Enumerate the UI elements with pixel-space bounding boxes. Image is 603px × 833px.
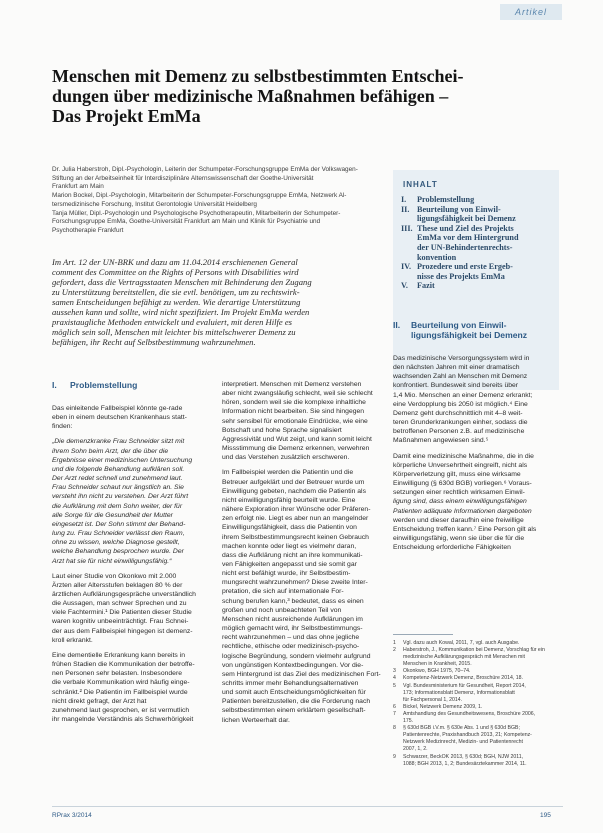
- footnote: [393, 725, 563, 753]
- text-line: pretation, die sich auf internationale For-: [222, 588, 344, 596]
- text-line: nen Personen sehr belasten. Insbesondere: [52, 670, 182, 678]
- footnote-text: Vgl. dazu auch Kowal, 2011, 7, vgl. auch Ausgabe.: [403, 640, 520, 646]
- text-line: sem Hintergrund ist das Ziel des medizinischen Fort-: [222, 670, 381, 678]
- text-line: schränkt.² Die Patientin im Fallbeispiel wurde: [52, 688, 188, 696]
- quote-line: eingesetzt ist. Der Sohn stimmt der Behand-: [52, 520, 186, 528]
- toc-number: I.: [401, 195, 407, 204]
- text-line: viele Fachtermini.¹ Die Patienten dieser Studie: [52, 609, 192, 617]
- toc-label: der UN-Behindertenrechts-: [417, 242, 513, 252]
- text-line: nicht erst befähigt wurde, ihr Selbstbestim-: [222, 570, 351, 578]
- text-line: die Aussagen, man schwer Sprechen und zu: [52, 600, 187, 608]
- footnote-text: 175.: [403, 718, 414, 725]
- quote-line: Arzt hat sie für nicht einwilligungsfähig.“: [52, 557, 172, 565]
- text-line: Ärzten aller Altersstufen beklagen 80 % der: [52, 581, 183, 589]
- text-line: Menschen nicht ausreichende Aufklärungen im: [222, 615, 363, 623]
- title-line: dungen über medizinische Maßnahmen befähigen –: [52, 86, 449, 106]
- quote-line: Frau Schneider schaut nur ängstlich an. Sie: [52, 484, 184, 492]
- quote-line: ihrem Sohn beim Arzt, der die über die: [52, 447, 169, 455]
- section-tag: Artikel: [500, 4, 562, 20]
- text-line: einwilligungsfähig, wenn sie über die für die: [393, 534, 525, 542]
- footnote-text: Okonkwo, BGH 1975, 70–74.: [403, 668, 471, 675]
- text-line: zunehmend laut gesprochen, er ist vermutlich: [52, 706, 190, 714]
- lead-line: zu Unterstützung bereitstellen, die sie evtl. benötigen, um zu rechtswirk-: [52, 287, 300, 297]
- footnote: [393, 668, 563, 675]
- lead-line: möglich sein soll, Menschen mit leichter bis mittelschwerer Demenz zu: [52, 327, 296, 337]
- footnote-text: 2007, 1, 2.: [403, 746, 428, 753]
- quote-line: lung zu. Frau Schneider verlässt den Raum,: [52, 530, 185, 538]
- lead-line: comment des Committee on the Rights of Persons with Disabilities wird: [52, 267, 299, 277]
- author-line: Dr. Julia Haberstroh, Dipl.-Psychologin, Leiterin der Schumpeter-Forschungsgruppe EmMa der Volkswagen-: [52, 166, 358, 173]
- text-line: zen erfolgt nie. Liegt es aber nun an mangelnder: [222, 515, 369, 523]
- quote-line: Ergebnisse einer medizinischen Untersuchung: [52, 456, 193, 464]
- section-2-title-block: [393, 320, 563, 340]
- text-line: schritts immer mehr Behandlungsalternativen: [222, 680, 359, 687]
- text-line: Maßnahmen angewiesen sind.⁵: [393, 437, 489, 445]
- section-1-body: [52, 404, 196, 724]
- text-line: eben in einem deutschen Krankenhaus statt-: [52, 414, 187, 422]
- quote-line: und die folgende Behandlung aufklären soll.: [52, 465, 185, 473]
- text-line: ven Fähigkeiten angepasst und sie somit gar: [222, 560, 357, 568]
- footer-rule: [52, 806, 563, 807]
- footnote-number: 3: [393, 668, 396, 675]
- footnote: [393, 647, 563, 668]
- toc-heading: INHALT: [403, 180, 438, 189]
- section-title: Problemstellung: [70, 380, 138, 390]
- section-title: ligungsfähigkeit bei Demenz: [411, 330, 528, 340]
- text-line: Körperverletzung gilt, muss eine wirksame: [393, 470, 521, 478]
- text-line: konfrontiert. Bundesweit sind bereits über: [393, 382, 519, 390]
- footnote-text: 173; Informationsblatt Demenz, Informationsblatt: [403, 689, 515, 696]
- footnote-number: 4: [393, 675, 396, 682]
- article-title: [52, 66, 562, 126]
- footnote: [393, 754, 563, 768]
- text-line: ärztlichen Aufklärungsgespräche unverständlich: [52, 590, 196, 598]
- footnote-text: Amtshandlung des Gesundheitswesens, Broschüre 2006,: [403, 710, 536, 717]
- text-line: kroll erkrankt.: [52, 636, 93, 644]
- toc-item[interactable]: [401, 195, 559, 205]
- footnote-text: § 630d BGB i.V.m. § 630e Abs. 1 und § 630d BGB;: [403, 725, 520, 732]
- text-line: 1,4 Mio. Menschen an einer Demenz erkrankt;: [393, 391, 533, 399]
- text-line: finden:: [52, 423, 73, 431]
- author-line: Tanja Müller, Dipl.-Psychologin und Psychologische Psychotherapeutin, Mitarbeiterin der Schumpeter-: [52, 209, 341, 217]
- lead-line: praxistaugliche Methoden entwickelt und evaluiert, mit deren Hilfe es: [52, 317, 293, 327]
- toc-label: konvention: [417, 252, 457, 262]
- author-line: tersmedizinische Forschung, Institut Gerontologie Universität Heidelberg: [52, 200, 257, 208]
- footnote-number: 5: [393, 682, 396, 689]
- text-line: dass die Aufklärung nicht an ihre kommunikati-: [222, 551, 363, 559]
- text-line: Einwilligungsfähigkeit, dass die Patientin von: [222, 524, 357, 532]
- text-line: von ungünstigen Kontextbedingungen. Vor die-: [222, 661, 364, 669]
- toc-item[interactable]: [401, 224, 559, 262]
- text-line: Patienten bereitzustellen, die die Forderung nach: [222, 698, 371, 706]
- toc-label: EmMa vor dem Hintergrund: [417, 233, 519, 243]
- footnote-text: Menschen in Krankheit, 2015.: [403, 661, 472, 668]
- text-line: teren Grunderkrankungen einher, sodass die: [393, 419, 528, 427]
- toc-label: Beurteilung von Einwil-: [417, 204, 501, 214]
- lead-line: gefordert, dass die Vertragsstaaten Menschen mit Behinderung den Zugang: [52, 277, 312, 287]
- text-line: möglich gemacht wird, ihr Selbstbestimmungs-: [222, 625, 363, 633]
- author-line: Psychotherapie Frankfurt: [52, 226, 124, 234]
- text-line: nähere Exploration ihrer Wünsche oder Präferen-: [222, 506, 371, 514]
- author-line: Forschungsgruppe EmMa, Goethe-Universität Frankfurt am Main und Klinik für Psychiatrie und: [52, 218, 321, 226]
- text-line: körperliche Unversehrtheit eingreift, nicht als: [393, 461, 528, 469]
- author-line: Stiftung an der Arbeitseinheit für Interdisziplinäre Alternswissenschaft der Goethe-Universität: [52, 174, 314, 182]
- toc-label: Problemstellung: [417, 195, 475, 204]
- text-line: Entscheidung erforderliche Fähigkeiten: [393, 544, 511, 552]
- lead-abstract: [52, 257, 392, 347]
- toc-number: V.: [401, 281, 408, 291]
- footnote-text: Vgl. Bundesministerium für Gesundheit, Report 2014,: [403, 682, 526, 689]
- text-line: machen konnte oder liegt es vielmehr daran,: [222, 542, 357, 550]
- toc-item[interactable]: [401, 281, 559, 291]
- text-line: Aggressivität und Wut zeigt, und kann somit leicht: [222, 435, 372, 443]
- text-line: Missstimmung die Demenz erkennen, verwehren: [222, 445, 370, 453]
- text-line: Im Fallbeispiel werden die Patientin und die: [222, 469, 354, 477]
- middle-column: [222, 380, 386, 725]
- quote-line: alle Sorge für die Gesundheit der Mutter: [52, 511, 173, 519]
- text-line: nicht direkt gefragt, der Arzt hat: [52, 697, 147, 705]
- text-line: rechtliche, ethische oder medizinisch-psycho-: [222, 643, 360, 651]
- title-line: Menschen mit Demenz zu selbstbestimmten Entschei-: [52, 66, 464, 86]
- text-line: Betreuer aufgeklärt und der Betreuer wurde um: [222, 478, 365, 486]
- section-number: I.: [52, 380, 57, 390]
- section-1-heading: [52, 380, 156, 390]
- footnotes: [393, 640, 563, 768]
- text-line: sehr sensibel für emotionale Eindrücke, wie eine: [222, 417, 368, 425]
- text-line: schung berufen kann,³ bedeutet, dass es einen: [222, 597, 364, 605]
- text-line: Patienten adäquate Informationen dargeboten: [393, 507, 532, 515]
- footnote-text: medizinische Aufklärungsgespräch mit Menschen mit: [403, 654, 525, 661]
- section-1-column: [52, 380, 156, 390]
- footnote-text: Bickel, Netzwerk Demenz 2009, 1.: [403, 703, 483, 710]
- text-line: betroffenen Personen z.B. auf medizinische: [393, 428, 525, 436]
- text-line: Damit eine medizinische Maßnahme, die in die: [393, 452, 534, 460]
- footnote: [393, 675, 563, 682]
- text-line: aber nicht zwangsläufig schlecht, weil sie schlecht: [222, 390, 373, 398]
- text-line: den nächsten Jahren mit einer dramatisch: [393, 364, 520, 372]
- page-number: 195: [540, 812, 551, 819]
- author-line: Frankfurt am Main: [52, 183, 104, 191]
- lead-line: Im Art. 12 der UN-BRK und dazu am 11.04.2014 erschienenen General: [52, 257, 298, 267]
- footnote-number: 9: [393, 753, 396, 760]
- lead-line: aussehen kann und sollte, wird nicht spezifiziert. Im Projekt EmMa werden: [52, 307, 310, 317]
- text-line: Das einleitende Fallbeispiel könnte ge-rade: [52, 405, 183, 412]
- quote-line: „Die demenzkranke Frau Schneider sitzt mit: [52, 438, 185, 446]
- text-line: wachsenden Zahl an Menschen mit Demenz: [393, 373, 528, 381]
- footnote-text: Patientenrechte, Praxishandbuch 2013, 21; Kompetenz-: [403, 732, 532, 739]
- text-line: Botschaft und hohe Sprache signalisiert: [222, 426, 342, 434]
- text-line: Entscheidung treffen kann.⁷ Eine Person gilt als: [393, 525, 537, 533]
- text-line: lichen Werteerhalt dar.: [222, 716, 290, 724]
- section-title: Beurteilung von Einwil-: [411, 320, 507, 330]
- text-line: ihr mangelnde Verständnis als Schwerhörigkeit: [52, 716, 194, 723]
- title-line: Das Projekt EmMa: [52, 106, 201, 126]
- footnote-text: Haberstroh, J., Kommunikation bei Demenz, Vorschlag für ein: [403, 647, 545, 654]
- footnote-number: 7: [393, 710, 396, 717]
- footnote-text: Netzwerk Medizinrecht, Medizin- und Patientenrecht: [403, 739, 523, 746]
- footnote-text: für Fachpersonal 1, 2014.: [403, 696, 463, 703]
- text-line: der aus dem Fallbeispiel hingegen ist demenz-: [52, 627, 193, 635]
- text-line: Einwilligung gebeten, nachdem die Patientin als: [222, 487, 366, 495]
- text-line: interpretiert. Menschen mit Demenz verstehen: [222, 381, 362, 388]
- text-line: logische Begründung, sondern vielmehr aufgrund: [222, 652, 371, 660]
- quote-line: welche Behandlung besprochen wurde. Der: [52, 548, 184, 556]
- text-line: setzungen einer rechtlich wirksamen Einwil-: [393, 489, 525, 497]
- text-line: Laut einer Studie von Okonkwo mit 2.000: [52, 572, 177, 580]
- toc-item[interactable]: [401, 205, 559, 224]
- toc-number: IV.: [401, 262, 412, 272]
- text-line: mungsrecht wahrzunehmen? Diese zweite Inter-: [222, 579, 368, 587]
- text-line: Demenz geht durchschnittlich mit 4–8 weit-: [393, 409, 523, 417]
- footnote-number: 2: [393, 647, 396, 654]
- toc-label: Fazit: [417, 281, 435, 291]
- text-line: ligung sind, dass einem einwilligungsfähigen: [393, 498, 527, 506]
- toc-item[interactable]: [401, 262, 559, 281]
- text-line: Eine dementielle Erkrankung kann bereits in: [52, 651, 185, 659]
- text-line: selbstbestimmten einem erklärtem gesellschaft-: [222, 707, 366, 715]
- text-line: und das Verstehen zusätzlich erschweren.: [222, 454, 350, 462]
- text-line: die verbale Kommunikation wird häufig einge-: [52, 679, 190, 687]
- footnote: [393, 640, 563, 647]
- text-line: großen und noch unbeachteten Teil von: [222, 606, 342, 614]
- section-2-body: [393, 354, 563, 552]
- quote-line: die Aufklärung mit dem Sohn weiter, der für: [52, 502, 183, 510]
- toc-label: These und Ziel des Projekts: [417, 223, 514, 233]
- toc-label: nisse des Projekts EmMa: [417, 271, 505, 281]
- section-2-heading: [393, 320, 563, 340]
- text-line: nicht einwilligungsfähig beurteilt wurde. Eine: [222, 496, 356, 504]
- lead-line: samen Entscheidungen befähigt zu werden. Wie derartige Unterstützung: [52, 297, 301, 307]
- text-line: Einwilligung (§ 630d BGB) vorliegen.⁶ Voraus-: [393, 480, 532, 488]
- text-line: werden und dieser daraufhin eine freiwillige: [393, 516, 524, 524]
- footnote-number: 8: [393, 725, 396, 732]
- toc-number: III.: [401, 223, 413, 233]
- footnote-text: 1088; BGH 2013, 1, 2; Bundesärztekammer 2014, 11.: [403, 760, 527, 767]
- text-line: Das medizinische Versorgungssystem wird in: [393, 355, 530, 362]
- text-line: waren kognitiv unbeeinträchtigt. Frau Schnei-: [52, 618, 189, 626]
- footnote: [393, 683, 563, 704]
- text-line: frühen Stadien die Kommunikation der betroffe-: [52, 661, 195, 669]
- author-info: [52, 166, 382, 236]
- footnote-text: Kompetenz-Netzwerk Demenz, Broschüre 2014, 18.: [403, 675, 523, 682]
- text-line: Information nicht bearbeiten. Sie sind hingegen: [222, 408, 365, 416]
- footnote: [393, 711, 563, 725]
- text-line: recht wahrzunehmen – und das ohne jegliche: [222, 634, 360, 642]
- author-line: Marion Bockel, Dipl.-Psychologin, Mitarbeiterin der Schumpeter-Forschungsgruppe EmMa, Netzwerk Al-: [52, 192, 347, 200]
- section-number: II.: [393, 320, 401, 330]
- text-line: hören, sondern weil sie die komplexe inhaltliche: [222, 399, 366, 407]
- footnote-text: Schwarzer, BeckOK 2013, § 630d; BGH, NJW 2011,: [403, 753, 524, 760]
- text-line: und somit auch Entscheidungsmöglichkeiten für: [222, 689, 366, 697]
- text-line: ihrem Selbstbestimmungsrecht keinen Gebrauch: [222, 533, 369, 541]
- toc-number: II.: [401, 204, 410, 214]
- footnote-divider: [393, 634, 453, 635]
- journal-footer: RPrax 3/2014: [52, 812, 92, 819]
- footnote-number: 6: [393, 703, 396, 710]
- quote-line: ohne zu wissen, welche Diagnose gestellt,: [52, 539, 180, 547]
- toc-label: ligungsfähigkeit bei Demenz: [417, 214, 516, 224]
- quote-line: Der Arzt redet schnell und zunehmend laut.: [52, 475, 183, 483]
- text-line: eine Verdopplung bis 2050 ist möglich.⁴ Eine: [393, 400, 528, 408]
- footnote-number: 1: [393, 640, 396, 646]
- footnote: [393, 704, 563, 711]
- lead-line: befähigen, ihr Recht auf Selbstbestimmung wahrzunehmen.: [52, 337, 256, 347]
- toc-label: Prozedere und erste Ergeb-: [417, 262, 513, 272]
- quote-line: versteht ihn nicht zu verstehen. Der Arzt führt: [52, 493, 189, 501]
